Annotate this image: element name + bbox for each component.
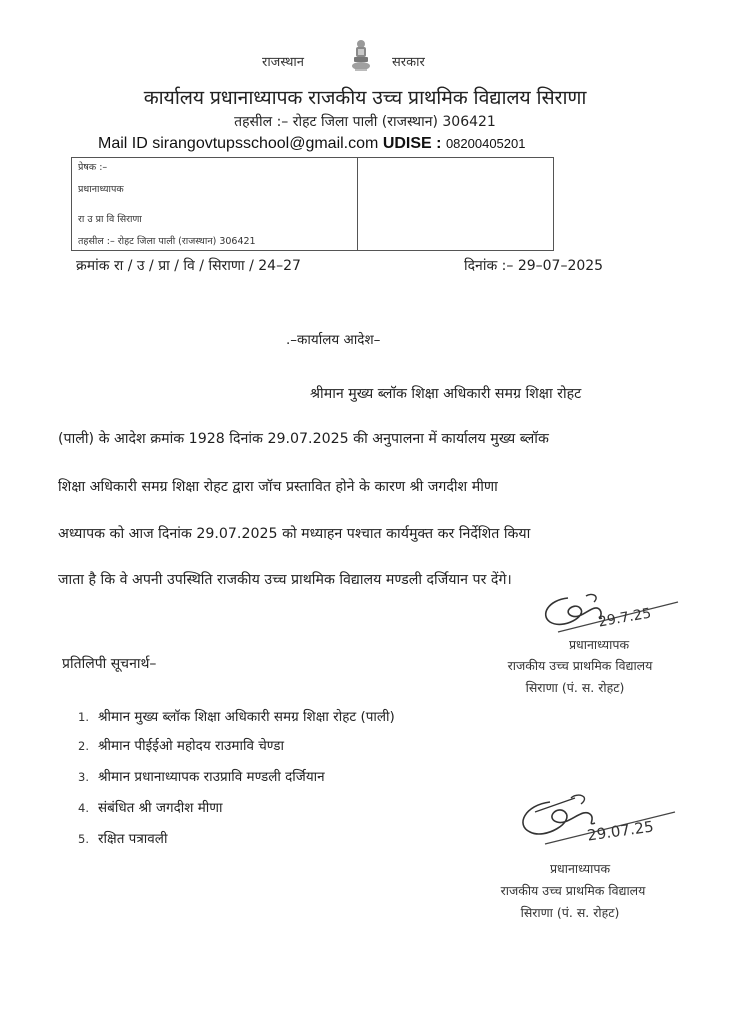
order-line: श्रीमान मुख्य ब्लॉक शिक्षा अधिकारी समग्र शिक्षा रोहट: [310, 386, 582, 402]
state-name: राजस्थान: [262, 55, 305, 70]
item-number: 3.: [78, 770, 89, 784]
sender-designation: प्रधानाध्यापक: [78, 184, 124, 195]
order-line: शिक्षा अधिकारी समग्र शिक्षा रोहट द्वारा जॉच प्रस्तावित होने के कारण श्री जगदीश मीणा: [58, 479, 498, 495]
item-number: 5.: [78, 832, 89, 846]
signature-1-place: सिराणा (पं. स. रोहट): [525, 680, 625, 695]
signature-2-place: सिराणा (पं. स. रोहट): [520, 905, 620, 920]
order-heading: .–कार्यालय आदेश–: [286, 332, 381, 348]
udise-code: 08200405201: [445, 136, 526, 151]
signature-2-school: राजकीय उच्च प्राथमिक विद्यालय: [500, 883, 646, 898]
signature-1-designation: प्रधानाध्यापक: [568, 637, 630, 652]
item-text: श्रीमान प्रधानाध्यापक राउप्रावि मण्डली दर्जियान: [98, 769, 325, 785]
state-emblem-icon: [350, 38, 372, 74]
sender-school: रा उ प्रा वि सिराणा: [78, 214, 142, 225]
copy-to-item: [78, 736, 284, 754]
item-text: रक्षित पत्रावली: [98, 831, 168, 847]
signature-2-date: 29.07.25: [586, 817, 655, 845]
office-title: कार्यालय प्रधानाध्यापक राजकीय उच्च प्राथमिक विद्यालय सिराणा: [143, 86, 587, 109]
signature-1-date: 29.7.25: [597, 605, 653, 631]
item-text: श्रीमान पीईईओ महोदय राउमावि चेण्डा: [98, 738, 284, 754]
box-divider: [357, 158, 358, 250]
order-line: अध्यापक को आज दिनांक 29.07.2025 को मध्याहन पश्चात कार्यमुक्त कर निर्देशित किया: [58, 526, 531, 542]
udise-label: UDISE :: [382, 135, 442, 152]
order-line: (पाली) के आदेश क्रमांक 1928 दिनांक 29.07.2025 की अनुपालना में कार्यालय मुख्य ब्लॉक: [58, 431, 549, 447]
copy-to-item: [78, 798, 223, 816]
item-number: 1.: [78, 710, 89, 724]
office-address: तहसील :– रोहट जिला पाली (राजस्थान) 306421: [234, 114, 496, 130]
signature-2-designation: प्रधानाध्यापक: [549, 861, 611, 876]
order-date: दिनांक :– 29–07–2025: [464, 258, 604, 274]
mail-address: sirangovtupsschool@gmail.com: [152, 135, 379, 152]
government-label: सरकार: [392, 55, 425, 70]
sender-label: प्रेषक :–: [78, 162, 108, 173]
order-line: जाता है कि वे अपनी उपस्थिति राजकीय उच्च प्राथमिक विद्यालय मण्डली दर्जियान पर देंगे।: [58, 572, 512, 588]
copy-to-item: [78, 829, 167, 847]
contact-line: [98, 135, 525, 153]
copy-to-item: [78, 767, 325, 785]
sender-address: तहसील :– रोहट जिला पाली (राजस्थान) 306421: [78, 236, 256, 247]
sender-box: [71, 157, 554, 251]
signature-1-school: राजकीय उच्च प्राथमिक विद्यालय: [507, 658, 653, 673]
item-text: श्रीमान मुख्य ब्लॉक शिक्षा अधिकारी समग्र शिक्षा रोहट (पाली): [98, 709, 395, 725]
item-text: संबंधित श्री जगदीश मीणा: [98, 800, 223, 816]
item-number: 2.: [78, 739, 89, 753]
item-number: 4.: [78, 801, 89, 815]
copy-to-item: [78, 707, 395, 725]
mail-label: Mail ID: [98, 135, 148, 152]
reference-number: क्रमांक रा / उ / प्रा / वि / सिराणा / 24–27: [76, 258, 301, 274]
copy-to-heading: प्रतिलिपी सूचनार्थ–: [62, 656, 157, 672]
